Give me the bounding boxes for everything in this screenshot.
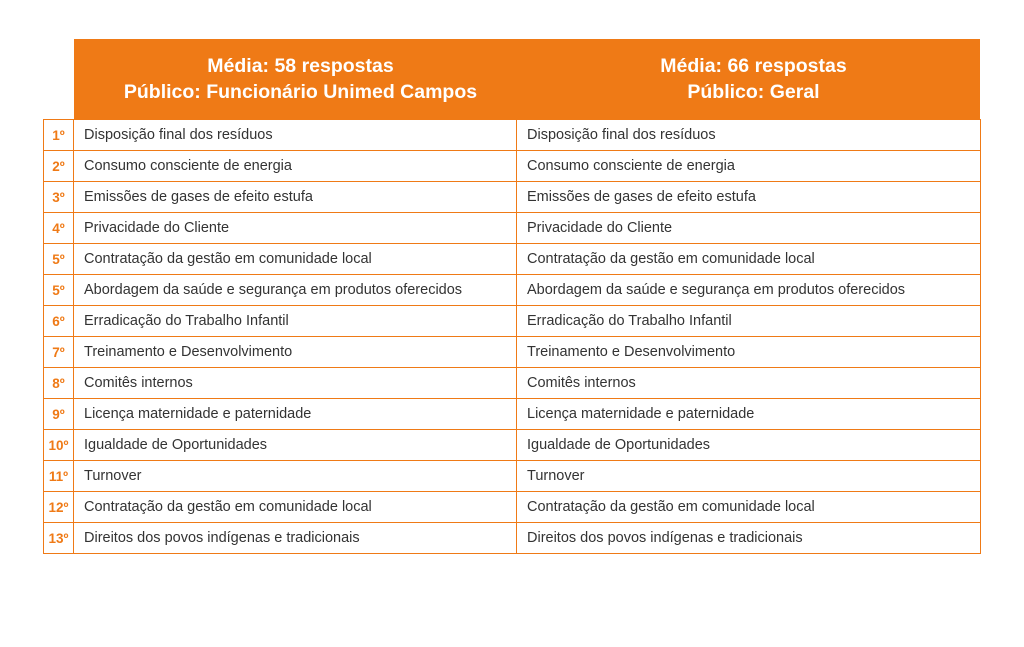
- rank-cell: 13º: [44, 523, 74, 554]
- funcionario-topic-cell: Treinamento e Desenvolvimento: [74, 337, 517, 368]
- table-row: [44, 368, 981, 399]
- rank-cell: 11º: [44, 461, 74, 492]
- table-row: [44, 244, 981, 275]
- funcionario-topic-cell: Comitês internos: [74, 368, 517, 399]
- geral-topic-cell: Disposição final dos resíduos: [517, 120, 981, 151]
- table-row: [44, 151, 981, 182]
- table-header: [74, 39, 980, 119]
- funcionario-topic-cell: Disposição final dos resíduos: [74, 120, 517, 151]
- rank-cell: 4º: [44, 213, 74, 244]
- funcionario-topic-cell: Erradicação do Trabalho Infantil: [74, 306, 517, 337]
- table-row: [44, 306, 981, 337]
- rank-cell: 12º: [44, 492, 74, 523]
- rank-cell: 1º: [44, 120, 74, 151]
- header-cell-geral: [527, 39, 980, 119]
- table-row: [44, 337, 981, 368]
- funcionario-topic-cell: Abordagem da saúde e segurança em produtos oferecidos: [74, 275, 517, 306]
- table-row: [44, 399, 981, 430]
- funcionario-topic-cell: Consumo consciente de energia: [74, 151, 517, 182]
- geral-topic-cell: Treinamento e Desenvolvimento: [517, 337, 981, 368]
- table-row: [44, 523, 981, 554]
- geral-topic-cell: Consumo consciente de energia: [517, 151, 981, 182]
- table-row: [44, 275, 981, 306]
- rank-cell: 5º: [44, 244, 74, 275]
- geral-topic-cell: Licença maternidade e paternidade: [517, 399, 981, 430]
- rank-cell: 9º: [44, 399, 74, 430]
- table-body: [43, 119, 981, 554]
- header-cell-funcionario: [74, 39, 527, 119]
- rank-cell: 7º: [44, 337, 74, 368]
- geral-topic-cell: Erradicação do Trabalho Infantil: [517, 306, 981, 337]
- geral-topic-cell: Comitês internos: [517, 368, 981, 399]
- geral-topic-cell: Emissões de gases de efeito estufa: [517, 182, 981, 213]
- table-row: [44, 430, 981, 461]
- header-col1-line1: Média: 58 respostas: [207, 55, 394, 77]
- table-row: [44, 182, 981, 213]
- geral-topic-cell: Contratação da gestão em comunidade local: [517, 492, 981, 523]
- rank-cell: 2º: [44, 151, 74, 182]
- funcionario-topic-cell: Direitos dos povos indígenas e tradicionais: [74, 523, 517, 554]
- funcionario-topic-cell: Igualdade de Oportunidades: [74, 430, 517, 461]
- funcionario-topic-cell: Privacidade do Cliente: [74, 213, 517, 244]
- funcionario-topic-cell: Emissões de gases de efeito estufa: [74, 182, 517, 213]
- funcionario-topic-cell: Contratação da gestão em comunidade local: [74, 492, 517, 523]
- table-row: [44, 120, 981, 151]
- geral-topic-cell: Turnover: [517, 461, 981, 492]
- ranking-table: [43, 39, 980, 554]
- rank-cell: 10º: [44, 430, 74, 461]
- rank-cell: 6º: [44, 306, 74, 337]
- geral-topic-cell: Direitos dos povos indígenas e tradicionais: [517, 523, 981, 554]
- funcionario-topic-cell: Contratação da gestão em comunidade local: [74, 244, 517, 275]
- table-rows: [44, 120, 981, 554]
- geral-topic-cell: Igualdade de Oportunidades: [517, 430, 981, 461]
- rank-cell: 5º: [44, 275, 74, 306]
- geral-topic-cell: Abordagem da saúde e segurança em produtos oferecidos: [517, 275, 981, 306]
- header-col2-line1: Média: 66 respostas: [660, 55, 847, 77]
- rank-cell: 3º: [44, 182, 74, 213]
- funcionario-topic-cell: Turnover: [74, 461, 517, 492]
- header-col1-line2: Público: Funcionário Unimed Campos: [123, 81, 478, 103]
- table-row: [44, 213, 981, 244]
- table-row: [44, 461, 981, 492]
- header-col2-line2: Público: Geral: [687, 81, 820, 103]
- geral-topic-cell: Privacidade do Cliente: [517, 213, 981, 244]
- rank-cell: 8º: [44, 368, 74, 399]
- table-row: [44, 492, 981, 523]
- geral-topic-cell: Contratação da gestão em comunidade local: [517, 244, 981, 275]
- funcionario-topic-cell: Licença maternidade e paternidade: [74, 399, 517, 430]
